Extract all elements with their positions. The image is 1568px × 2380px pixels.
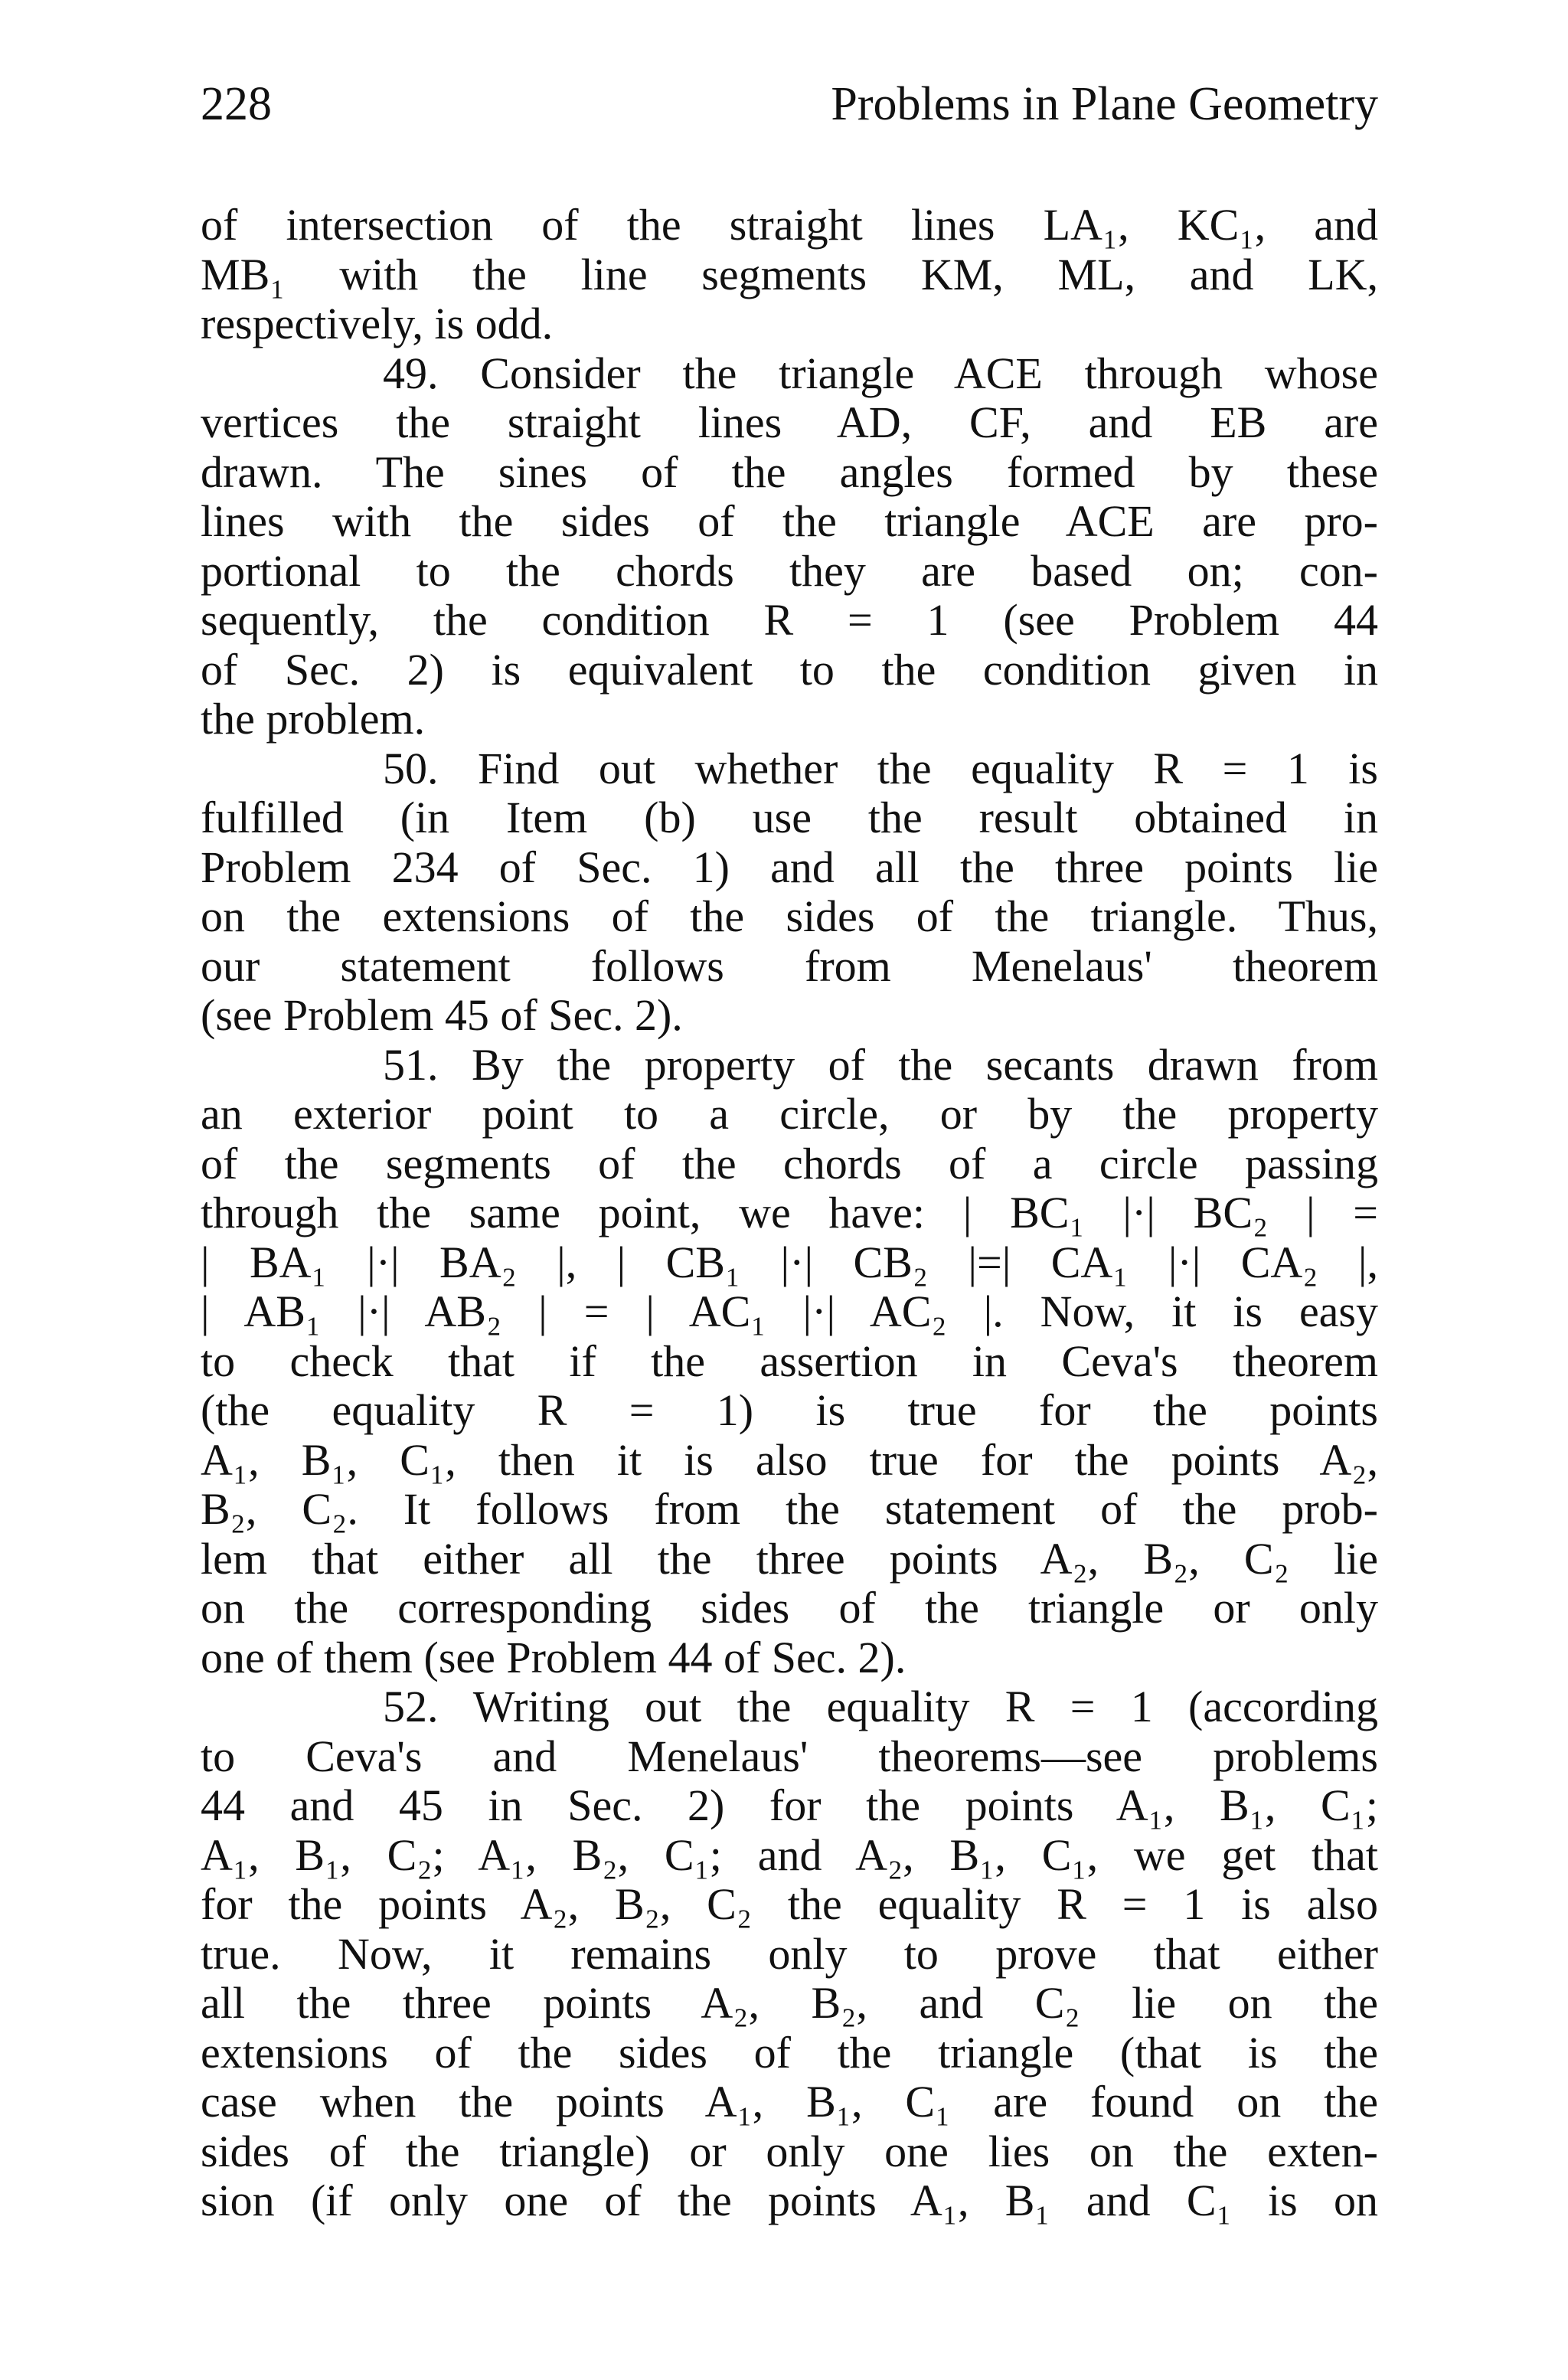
text-line: for the points A₂, B₂, C₂ the equality R = 1 is also [201, 1880, 1378, 1929]
problem-52-start: 52. Writing out the equality R = 1 (according [383, 1682, 1378, 1731]
text-line: respectively, is odd. [201, 299, 554, 348]
text-line: Problem 234 of Sec. 1) and all the three points lie [201, 842, 1378, 892]
text-line: of intersection of the straight lines LA₁, KC₁, and [201, 201, 1378, 250]
text-line: A₁, B₁, C₂; A₁, B₂, C₁; and A₂, B₁, C₁, we get that [201, 1830, 1378, 1880]
text-line: portional to the chords they are based on; con- [201, 546, 1378, 596]
text-line: case when the points A₁, B₁, C₁ are found on the [201, 2078, 1378, 2127]
text-line: A₁, B₁, C₁, then it is also true for the points A₂, [201, 1435, 1378, 1485]
text-line: to check that if the assertion in Ceva's theorem [201, 1336, 1378, 1386]
text-line: on the corresponding sides of the triangle or only [201, 1584, 1378, 1633]
text-line: B₂, C₂. It follows from the statement of the prob- [201, 1485, 1378, 1534]
text-line: 44 and 45 in Sec. 2) for the points A₁, B₁, C₁; [201, 1781, 1378, 1830]
problem-51-start: 51. By the property of the secants drawn from [383, 1040, 1378, 1090]
text-line: an exterior point to a circle, or by the property [201, 1090, 1378, 1139]
page-number: 228 [201, 78, 272, 130]
text-line: drawn. The sines of the angles formed by these [201, 447, 1378, 497]
running-title: Problems in Plane Geometry [831, 78, 1378, 130]
text-line: vertices the straight lines AD, CF, and EB are [201, 398, 1378, 447]
text-line: (see Problem 45 of Sec. 2). [201, 991, 683, 1040]
text-line: sides of the triangle) or only one lies on the exten- [201, 2127, 1378, 2176]
text-line: | BA₁ |·| BA₂ |, | CB₁ |·| CB₂ |=| CA₁ |·| CA₂ |, [201, 1237, 1378, 1287]
text-line: lines with the sides of the triangle ACE are pro- [201, 497, 1378, 546]
text-line: (the equality R = 1) is true for the points [201, 1386, 1378, 1435]
text-line: to Ceva's and Menelaus' theorems—see problems [201, 1731, 1378, 1781]
text-line: through the same point, we have: | BC₁ |·| BC₂ | = [201, 1188, 1378, 1237]
problem-49-start: 49. Consider the triangle ACE through whose [383, 348, 1378, 398]
text-line: true. Now, it remains only to prove that either [201, 1929, 1378, 1979]
text-line: the problem. [201, 695, 426, 744]
text-line: our statement follows from Menelaus' theorem [201, 941, 1378, 991]
text-line: MB₁ with the line segments KM, ML, and LK, [201, 250, 1378, 299]
text-line: sequently, the condition R = 1 (see Problem 44 [201, 596, 1378, 645]
text-line: lem that either all the three points A₂, B₂, C₂ lie [201, 1534, 1378, 1584]
page-body [201, 201, 1378, 2226]
text-line: extensions of the sides of the triangle (that is the [201, 2028, 1378, 2078]
text-line: | AB₁ |·| AB₂ | = | AC₁ |·| AC₂ |. Now, it is easy [201, 1287, 1378, 1336]
text-line: of the segments of the chords of a circle passing [201, 1139, 1378, 1188]
page-header [201, 74, 1378, 135]
text-line: fulfilled (in Item (b) use the result obtained in [201, 793, 1378, 842]
text-line: of Sec. 2) is equivalent to the condition given in [201, 645, 1378, 695]
text-line: one of them (see Problem 44 of Sec. 2). [201, 1633, 906, 1682]
text-line: sion (if only one of the points A₁, B₁ and C₁ is on [201, 2176, 1378, 2225]
text-line: all the three points A₂, B₂, and C₂ lie on the [201, 1979, 1378, 2028]
text-line: on the extensions of the sides of the triangle. Thus, [201, 892, 1378, 941]
problem-50-start: 50. Find out whether the equality R = 1 is [383, 744, 1378, 793]
